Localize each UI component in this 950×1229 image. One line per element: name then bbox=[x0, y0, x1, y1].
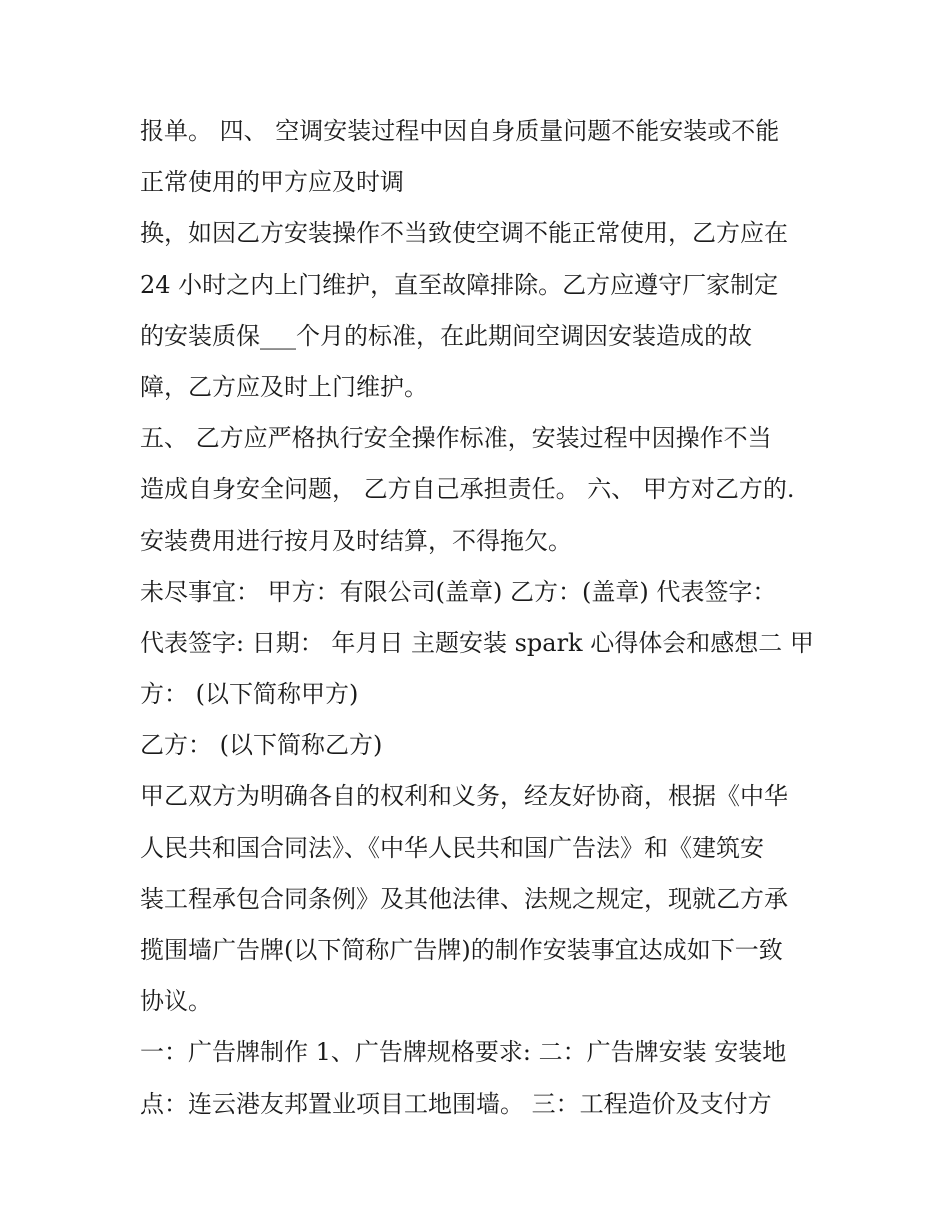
text-line: 换，如因乙方安装操作不当致使空调不能正常使用，乙方应在 bbox=[140, 219, 788, 248]
text-line: 揽围墙广告牌(以下简称广告牌)的制作安装事宜达成如下一致 bbox=[140, 936, 783, 964]
document-body bbox=[140, 106, 820, 1130]
text-line: 点：连云港友邦置业项目工地围墙。 三：工程造价及支付方 bbox=[140, 1089, 772, 1118]
text-line: 甲乙双方为明确各自的权利和义务，经友好协商，根据《中华 bbox=[140, 782, 788, 811]
text-line: 报单。 四、 空调安装过程中因自身质量问题不能安装或不能 bbox=[140, 117, 780, 145]
text-line: 的安装质保___个月的标准，在此期间空调因安装造成的故 bbox=[140, 321, 752, 350]
text-line: 造成自身安全问题， 乙方自己承担责任。 六、 甲方对乙方的. bbox=[140, 475, 795, 504]
text-line: 代表签字: 日期： 年月日 主题安装 spark 心得体会和感想二 甲 bbox=[140, 628, 814, 657]
text-line: 协议。 bbox=[140, 987, 212, 1016]
text-line: 一：广告牌制作 1、广告牌规格要求: 二：广告牌安装 安装地 bbox=[140, 1038, 787, 1067]
text-line: 装工程承包合同条例》及其他法律、法规之规定，现就乙方承 bbox=[140, 884, 788, 913]
text-line: 方： (以下简称甲方) bbox=[140, 680, 359, 709]
text-line: 人民共和国合同法》、《中华人民共和国广告法》和《建筑安 bbox=[140, 833, 764, 862]
text-line: 安装费用进行按月及时结算，不得拖欠。 bbox=[140, 526, 572, 555]
text-line: 障，乙方应及时上门维护。 bbox=[140, 372, 428, 401]
text-line: 未尽事宜： 甲方：有限公司(盖章) 乙方：(盖章) 代表签字： bbox=[140, 577, 777, 606]
text-line: 乙方： (以下简称乙方) bbox=[140, 731, 383, 760]
text-line: 五、 乙方应严格执行安全操作标准，安装过程中因操作不当 bbox=[140, 424, 772, 453]
text-line: 24 小时之内上门维护，直至故障排除。乙方应遵守厂家制定 bbox=[140, 270, 779, 299]
text-line: 正常使用的甲方应及时调 bbox=[140, 168, 404, 197]
